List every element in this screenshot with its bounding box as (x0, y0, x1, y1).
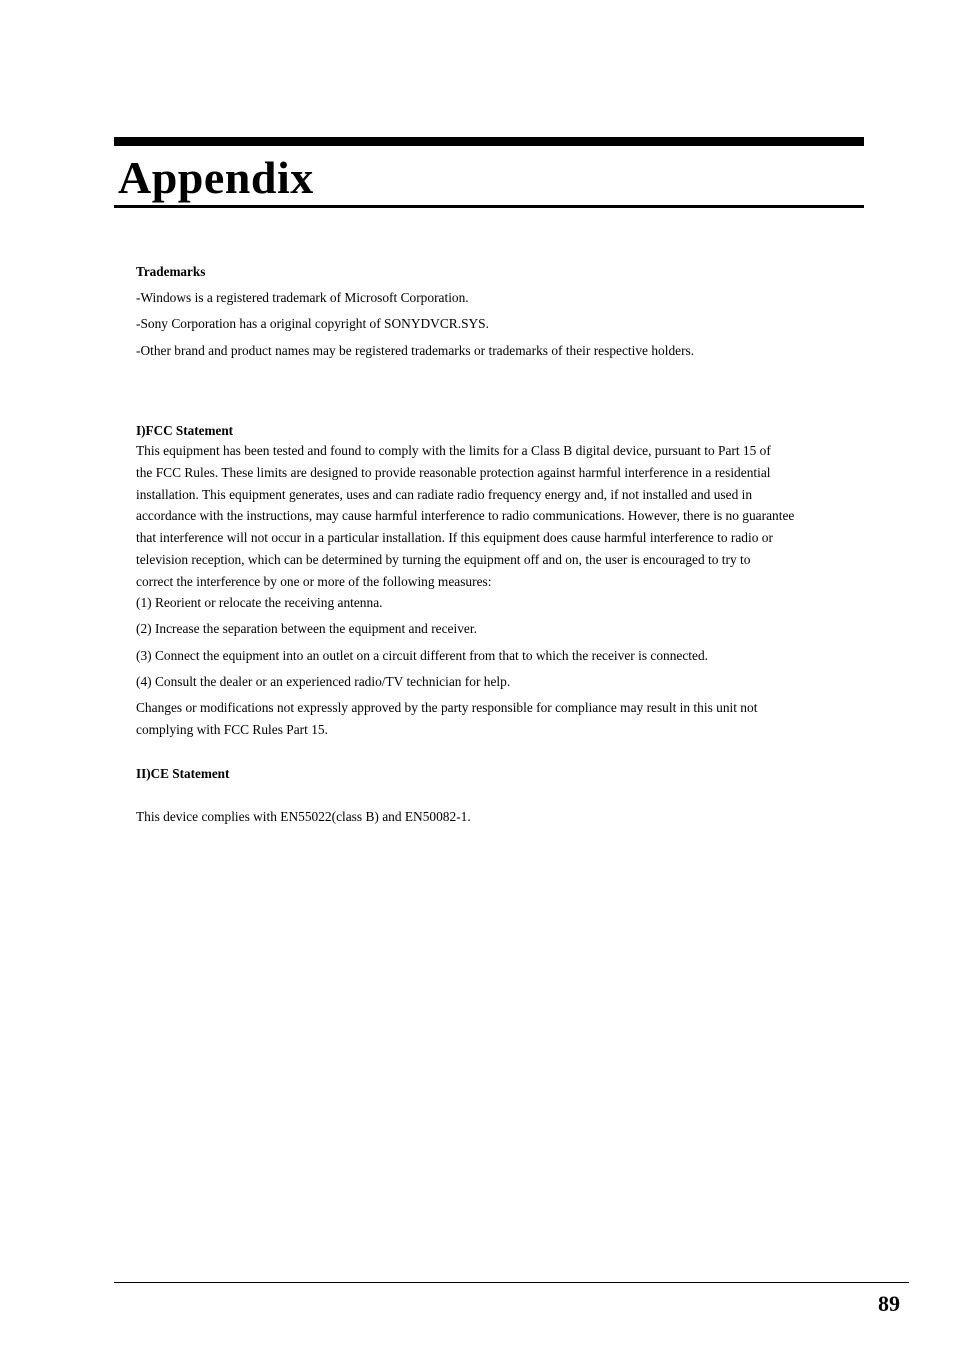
fcc-paragraph-line: accordance with the instructions, may cause harmful interference to radio communications. However, there is no guarantee (136, 508, 795, 524)
trademarks-heading: Trademarks (136, 264, 206, 279)
page-title: Appendix (118, 152, 314, 203)
fcc-measure: (2) Increase the separation between the equipment and receiver. (136, 621, 477, 636)
page-number: 89 (878, 1291, 900, 1316)
fcc-paragraph-line: the FCC Rules. These limits are designed to provide reasonable protection against harmful interference in a residential (136, 464, 771, 480)
fcc-measure: (1) Reorient or relocate the receiving antenna. (136, 595, 383, 610)
fcc-paragraph-line: that interference will not occur in a particular installation. If this equipment does cause harmful interference to radio or (136, 530, 773, 545)
header-bottom-rule (114, 205, 864, 208)
trademark-item: -Sony Corporation has a original copyright of SONYDVCR.SYS. (136, 316, 489, 331)
trademark-item: -Windows is a registered trademark of Microsoft Corporation. (136, 290, 469, 305)
fcc-changes-line: Changes or modifications not expressly approved by the party responsible for compliance may result in this unit not (136, 700, 758, 715)
fcc-paragraph (136, 440, 794, 592)
footer-rule (114, 1282, 909, 1283)
fcc-paragraph-line: installation. This equipment generates, uses and can radiate radio frequency energy and, if not installed and used in (136, 486, 753, 502)
fcc-paragraph-line: This equipment has been tested and found to comply with the limits for a Class B digital device, pursuant to Part 15 of (136, 443, 771, 458)
fcc-measure: (3) Connect the equipment into an outlet on a circuit different from that to which the receiver is connected. (136, 648, 709, 663)
fcc-paragraph-line: correct the interference by one or more of the following measures: (136, 573, 492, 589)
ce-heading: II)CE Statement (136, 766, 230, 781)
header-top-rule (114, 137, 864, 146)
trademark-item: -Other brand and product names may be registered trademarks or trademarks of their respective holders. (136, 343, 695, 358)
fcc-heading: I)FCC Statement (136, 423, 234, 438)
fcc-paragraph-line: television reception, which can be determined by turning the equipment off and on, the user is encouraged to try to (136, 551, 751, 567)
fcc-changes-note (136, 697, 757, 741)
fcc-measure: (4) Consult the dealer or an experienced radio/TV technician for help. (136, 674, 511, 689)
fcc-changes-line: complying with FCC Rules Part 15. (136, 721, 328, 737)
ce-text: This device complies with EN55022(class B) and EN50082-1. (136, 809, 471, 824)
